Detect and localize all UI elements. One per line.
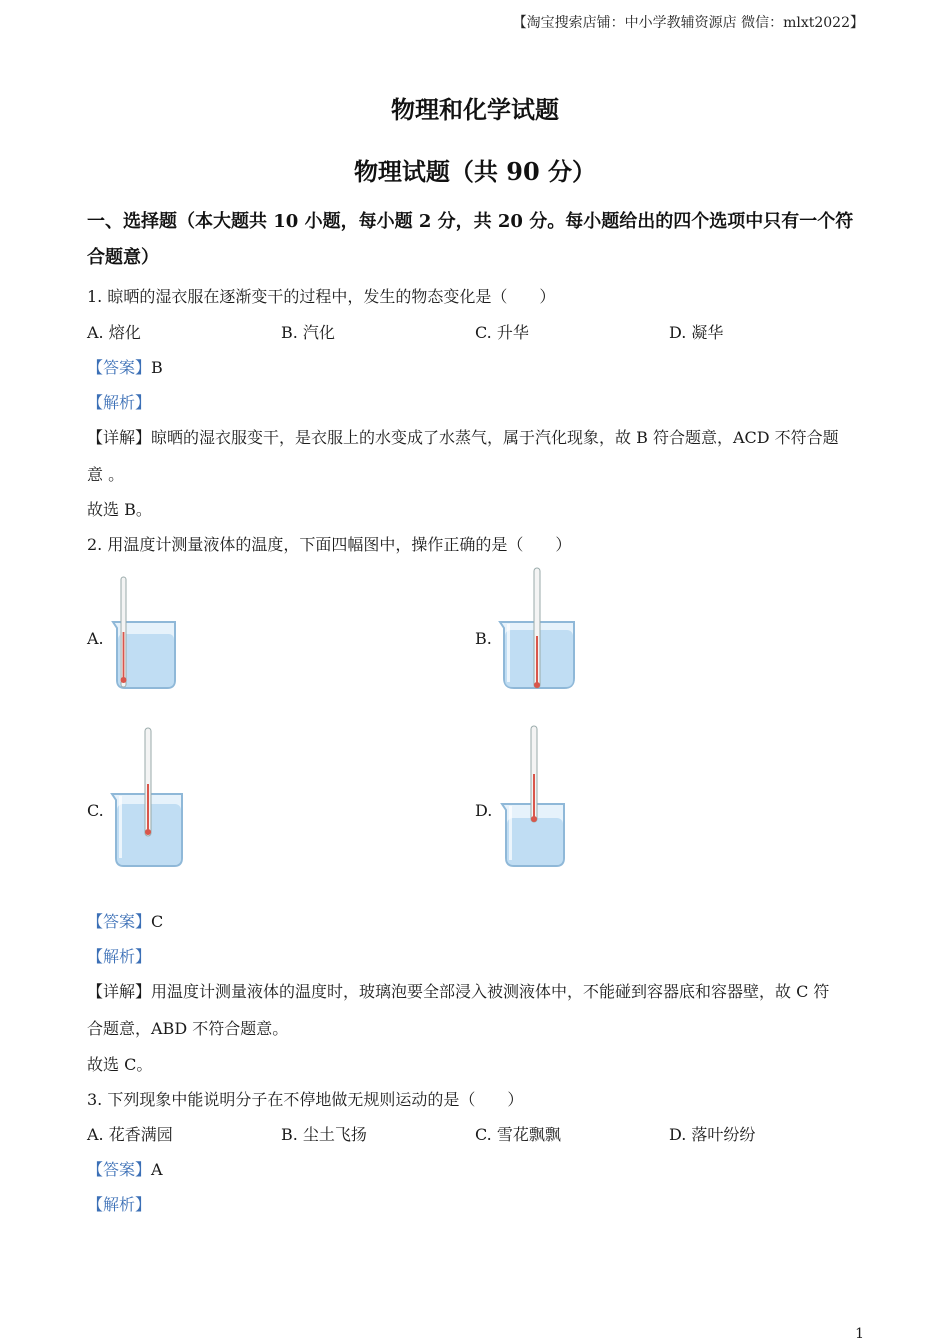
question-2-detail bbox=[87, 979, 829, 1002]
answer-value: B bbox=[151, 358, 163, 377]
question-1-option-b: B. 汽化 bbox=[281, 323, 335, 342]
question-1-analysis bbox=[87, 390, 151, 413]
detail-label: 【详解】 bbox=[87, 428, 152, 447]
question-2-answer bbox=[87, 909, 163, 932]
figure-c-label: C. bbox=[87, 801, 104, 820]
detail-text: 用温度计测量液体的温度时，玻璃泡要全部浸入被测液体中，不能碰到容器底和容器壁，故 C 符 bbox=[151, 982, 830, 1001]
beaker-figure-a bbox=[105, 572, 185, 694]
question-1-detail-continued: 意 。 bbox=[87, 465, 125, 484]
page-number: 1 bbox=[855, 1326, 864, 1342]
question-1-option-c: C. 升华 bbox=[475, 323, 529, 342]
question-3-option-d: D. 落叶纷纷 bbox=[669, 1125, 756, 1144]
question-3-option-b: B. 尘土飞扬 bbox=[281, 1125, 367, 1144]
answer-label: 【答案】 bbox=[87, 1160, 152, 1179]
beaker-figure-c bbox=[108, 726, 186, 870]
question-1-detail bbox=[87, 425, 839, 448]
answer-value: A bbox=[151, 1160, 163, 1179]
beaker-figure-d bbox=[498, 724, 568, 870]
question-2-conclusion: 故选 C。 bbox=[87, 1055, 153, 1074]
question-3-analysis bbox=[87, 1192, 151, 1215]
question-1-answer bbox=[87, 355, 163, 378]
question-3-option-a: A. 花香满园 bbox=[87, 1125, 173, 1144]
question-2-analysis bbox=[87, 944, 151, 967]
detail-label: 【详解】 bbox=[87, 982, 152, 1001]
question-3-answer bbox=[87, 1157, 163, 1180]
question-1-option-a: A. 熔化 bbox=[87, 323, 141, 342]
question-1-stem: 1. 晾晒的湿衣服在逐渐变干的过程中，发生的物态变化是（ ） bbox=[87, 287, 556, 306]
section-heading: 一、选择题（本大题共 10 小题，每小题 2 分，共 20 分。每小题给出的四个选项中只有一个符合题意） bbox=[87, 211, 854, 268]
question-2-detail-continued: 合题意，ABD 不符合题意。 bbox=[87, 1019, 289, 1038]
answer-label: 【答案】 bbox=[87, 912, 152, 931]
header-note: 【淘宝搜索店铺：中小学教辅资源店 微信：mlxt2022】 bbox=[512, 15, 864, 31]
page-subtitle: 物理试题（共 90 分） bbox=[353, 157, 597, 186]
beaker-figure-b bbox=[496, 566, 580, 694]
analysis-label: 【解析】 bbox=[87, 1195, 152, 1214]
answer-label: 【答案】 bbox=[87, 358, 152, 377]
analysis-label: 【解析】 bbox=[87, 947, 152, 966]
figure-a-label: A. bbox=[87, 629, 104, 648]
question-1-conclusion: 故选 B。 bbox=[87, 500, 152, 519]
question-1-option-d: D. 凝华 bbox=[669, 323, 724, 342]
answer-value: C bbox=[151, 912, 164, 931]
analysis-label: 【解析】 bbox=[87, 393, 152, 412]
question-2-stem: 2. 用温度计测量液体的温度，下面四幅图中，操作正确的是（ ） bbox=[87, 535, 572, 554]
page-title: 物理和化学试题 bbox=[391, 95, 559, 124]
figure-b-label: B. bbox=[475, 629, 492, 648]
detail-text: 晾晒的湿衣服变干，是衣服上的水变成了水蒸气，属于汽化现象，故 B 符合题意，ACD 不符合题 bbox=[151, 428, 839, 447]
question-3-stem: 3. 下列现象中能说明分子在不停地做无规则运动的是（ ） bbox=[87, 1090, 524, 1109]
question-3-option-c: C. 雪花飘飘 bbox=[475, 1125, 561, 1144]
figure-d-label: D. bbox=[475, 801, 493, 820]
